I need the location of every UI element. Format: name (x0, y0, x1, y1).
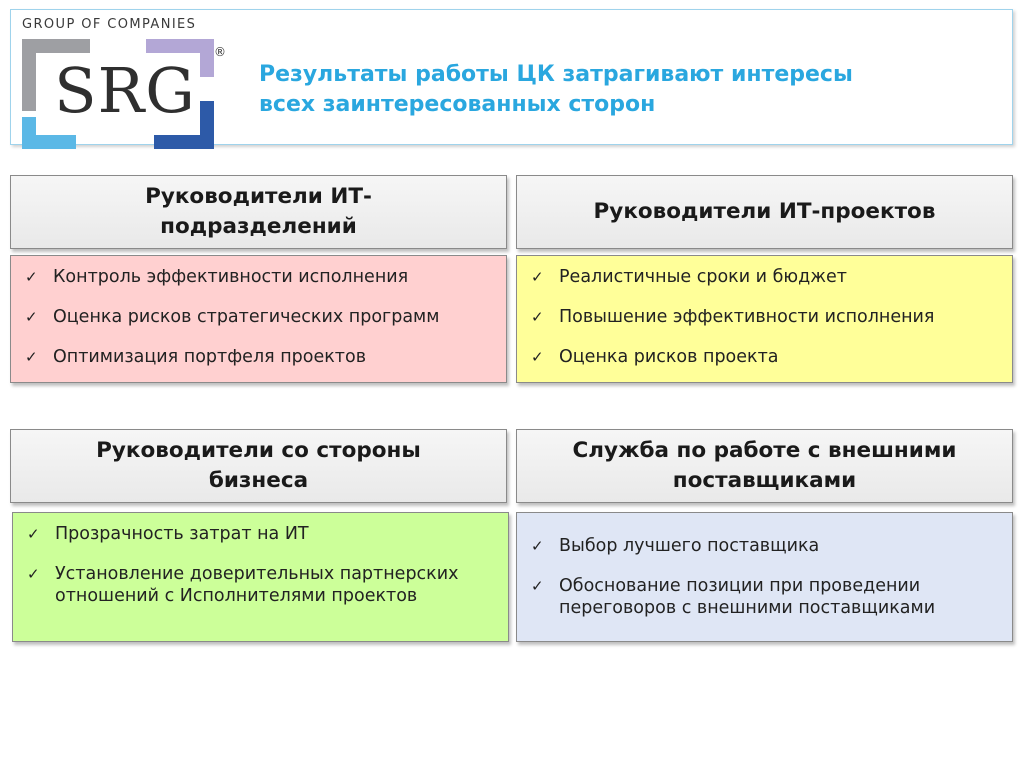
list-item (531, 266, 1000, 288)
list-it-department-heads (10, 255, 507, 383)
list-item-text: Обоснование позиции при проведении переговоров с внешними поставщиками (559, 576, 936, 618)
list-item (531, 346, 1000, 368)
check-icon: ✓ (25, 308, 38, 326)
list-item (27, 563, 496, 607)
list-item-text: Установление доверительных партнерских отношений с Исполнителями проектов (55, 564, 459, 606)
check-icon: ✓ (27, 525, 40, 543)
check-icon: ✓ (531, 268, 544, 286)
page-title-line-2: всех заинтересованных сторон (259, 92, 656, 117)
check-icon: ✓ (531, 308, 544, 326)
list-supplier-service (516, 512, 1013, 642)
list-item (25, 266, 494, 288)
list-it-project-managers (516, 255, 1013, 383)
heading-line-1: Служба по работе с внешними (572, 438, 957, 463)
logo-group-text: GROUP OF COMPANIES (22, 17, 197, 32)
list-item-text: Выбор лучшего поставщика (559, 536, 820, 556)
list-item-text: Оценка рисков проекта (559, 347, 779, 367)
heading-line-2: бизнеса (208, 468, 309, 493)
check-icon: ✓ (531, 577, 544, 595)
list-item (531, 306, 1000, 328)
list-item (531, 535, 1000, 557)
page-title-line-1: Результаты работы ЦК затрагивают интересы (259, 62, 853, 87)
header-panel (10, 9, 1013, 145)
heading-it-project-managers (516, 175, 1013, 249)
check-icon: ✓ (25, 268, 38, 286)
list-item (27, 523, 496, 545)
list-item-text: Повышение эффективности исполнения (559, 307, 935, 327)
check-icon: ✓ (531, 537, 544, 555)
list-item-text: Оценка рисков стратегических программ (53, 307, 440, 327)
list-item (25, 306, 494, 328)
company-logo (22, 17, 227, 145)
heading-line-1: Руководители ИТ- (145, 184, 372, 209)
check-icon: ✓ (27, 565, 40, 583)
heading-line-1: Руководители ИТ-проектов (593, 199, 936, 224)
logo-brand-text: SRG (54, 54, 196, 127)
check-icon: ✓ (531, 348, 544, 366)
heading-line-2: поставщиками (672, 468, 857, 493)
list-item (25, 346, 494, 368)
list-item (531, 575, 1000, 619)
list-item-text: Оптимизация портфеля проектов (53, 347, 367, 367)
heading-business-managers (10, 429, 507, 503)
list-item-text: Контроль эффективности исполнения (53, 267, 409, 287)
registered-mark: ® (214, 45, 226, 59)
heading-line-2: подразделений (160, 214, 357, 239)
heading-supplier-service (516, 429, 1013, 503)
page-title (259, 60, 999, 120)
list-business-managers (12, 512, 509, 642)
heading-line-1: Руководители со стороны (96, 438, 421, 463)
list-item-text: Реалистичные сроки и бюджет (559, 267, 847, 287)
check-icon: ✓ (25, 348, 38, 366)
heading-it-department-heads (10, 175, 507, 249)
list-item-text: Прозрачность затрат на ИТ (55, 524, 309, 544)
